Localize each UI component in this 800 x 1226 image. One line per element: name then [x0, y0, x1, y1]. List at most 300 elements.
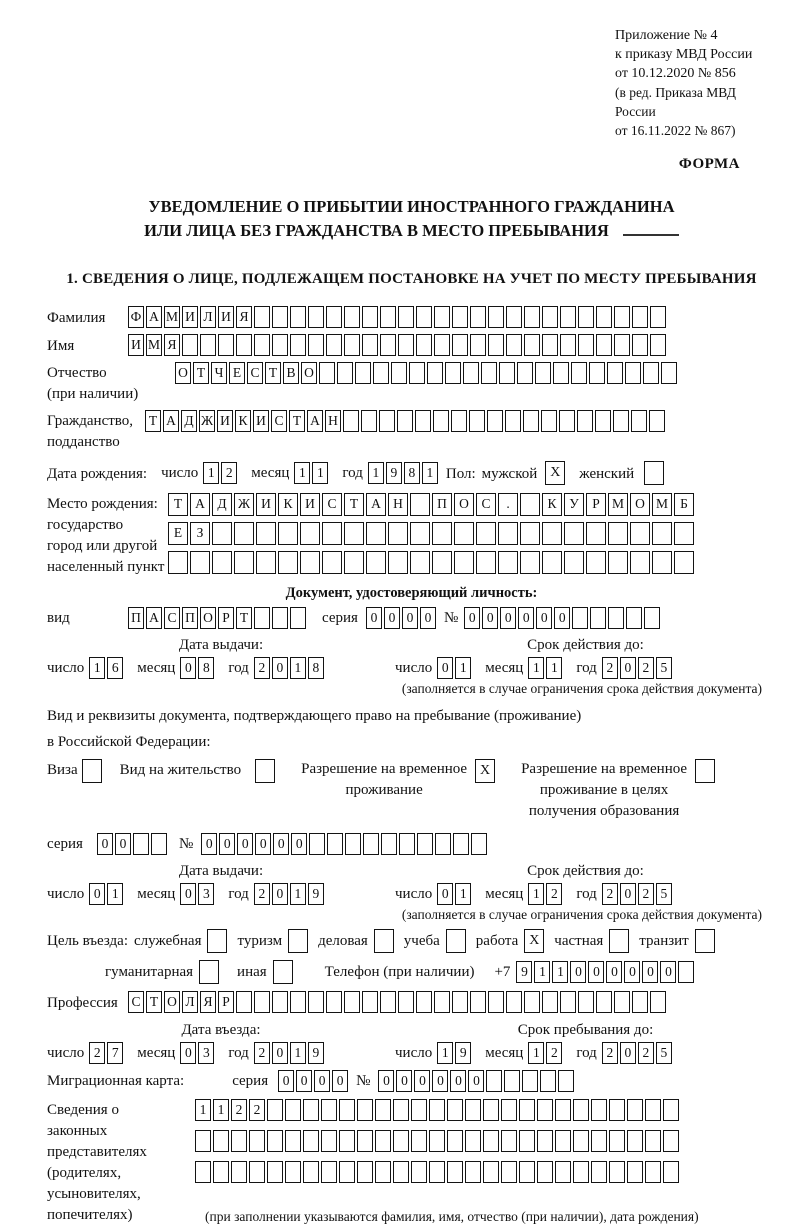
char-box[interactable]: 1 — [528, 657, 544, 679]
char-box[interactable] — [254, 991, 270, 1013]
char-box[interactable]: М — [164, 306, 180, 328]
char-box[interactable]: 0 — [518, 607, 534, 629]
char-box[interactable] — [501, 1130, 517, 1152]
char-box[interactable]: Т — [168, 493, 188, 516]
char-box[interactable] — [410, 551, 430, 574]
char-box[interactable] — [393, 1130, 409, 1152]
char-box[interactable]: З — [190, 522, 210, 545]
char-box[interactable] — [614, 334, 630, 356]
char-box[interactable] — [558, 1070, 574, 1092]
char-box[interactable] — [537, 1161, 553, 1183]
char-box[interactable]: Д — [212, 493, 232, 516]
char-box[interactable]: В — [283, 362, 299, 384]
char-box[interactable] — [373, 362, 389, 384]
char-box[interactable] — [411, 1130, 427, 1152]
checkbox-purpose-study[interactable] — [446, 929, 466, 953]
char-box[interactable] — [519, 1099, 535, 1121]
char-box[interactable] — [285, 1130, 301, 1152]
stay-month-input[interactable] — [528, 1042, 564, 1064]
char-box[interactable] — [465, 1161, 481, 1183]
char-box[interactable]: 1 — [290, 657, 306, 679]
char-box[interactable] — [391, 362, 407, 384]
char-box[interactable] — [596, 334, 612, 356]
char-box[interactable]: 1 — [203, 462, 219, 484]
char-box[interactable] — [627, 1099, 643, 1121]
char-box[interactable]: 0 — [332, 1070, 348, 1092]
char-box[interactable] — [555, 1130, 571, 1152]
char-box[interactable] — [540, 1070, 556, 1092]
char-box[interactable] — [231, 1161, 247, 1183]
char-box[interactable]: 0 — [536, 607, 552, 629]
char-box[interactable] — [505, 410, 521, 432]
char-box[interactable] — [357, 1099, 373, 1121]
char-box[interactable]: 8 — [198, 657, 214, 679]
char-box[interactable] — [627, 1161, 643, 1183]
char-box[interactable] — [483, 1130, 499, 1152]
char-box[interactable] — [520, 493, 540, 516]
char-box[interactable] — [483, 1161, 499, 1183]
char-box[interactable] — [571, 362, 587, 384]
char-box[interactable] — [590, 607, 606, 629]
char-box[interactable] — [326, 334, 342, 356]
char-box[interactable] — [200, 334, 216, 356]
char-box[interactable] — [542, 522, 562, 545]
char-box[interactable] — [309, 833, 325, 855]
char-box[interactable]: 0 — [255, 833, 271, 855]
char-box[interactable]: 1 — [437, 1042, 453, 1064]
char-box[interactable] — [465, 1130, 481, 1152]
residence-series-input[interactable] — [97, 833, 169, 855]
char-box[interactable] — [357, 1130, 373, 1152]
char-box[interactable] — [362, 334, 378, 356]
char-box[interactable] — [589, 362, 605, 384]
char-box[interactable] — [375, 1099, 391, 1121]
char-box[interactable] — [362, 306, 378, 328]
char-box[interactable]: 5 — [656, 883, 672, 905]
char-box[interactable] — [650, 306, 666, 328]
char-box[interactable] — [537, 1099, 553, 1121]
char-box[interactable] — [564, 551, 584, 574]
char-box[interactable]: Ж — [234, 493, 254, 516]
char-box[interactable] — [663, 1130, 679, 1152]
char-box[interactable] — [231, 1130, 247, 1152]
char-box[interactable] — [520, 551, 540, 574]
char-box[interactable] — [339, 1161, 355, 1183]
doc-issue-day-input[interactable] — [89, 657, 125, 679]
char-box[interactable] — [236, 991, 252, 1013]
char-box[interactable] — [454, 551, 474, 574]
char-box[interactable] — [344, 551, 364, 574]
char-box[interactable]: А — [190, 493, 210, 516]
char-box[interactable] — [506, 306, 522, 328]
char-box[interactable] — [256, 522, 276, 545]
char-box[interactable]: 0 — [272, 883, 288, 905]
char-box[interactable] — [452, 306, 468, 328]
char-box[interactable] — [272, 334, 288, 356]
char-box[interactable]: 9 — [455, 1042, 471, 1064]
char-box[interactable]: 3 — [198, 883, 214, 905]
char-box[interactable] — [344, 306, 360, 328]
residence-issue-day-input[interactable] — [89, 883, 125, 905]
char-box[interactable] — [631, 410, 647, 432]
char-box[interactable]: 1 — [294, 462, 310, 484]
birth-place-row2-input[interactable] — [168, 522, 696, 545]
checkbox-purpose-tourism[interactable] — [288, 929, 308, 953]
char-box[interactable] — [411, 1161, 427, 1183]
residence-issue-year-input[interactable] — [254, 883, 326, 905]
char-box[interactable] — [447, 1130, 463, 1152]
char-box[interactable] — [661, 362, 677, 384]
char-box[interactable]: 9 — [308, 1042, 324, 1064]
char-box[interactable]: У — [564, 493, 584, 516]
residence-expiry-year-input[interactable] — [602, 883, 674, 905]
char-box[interactable]: Т — [344, 493, 364, 516]
char-box[interactable] — [506, 334, 522, 356]
char-box[interactable]: О — [630, 493, 650, 516]
char-box[interactable] — [625, 362, 641, 384]
char-box[interactable]: А — [163, 410, 179, 432]
char-box[interactable]: 2 — [602, 1042, 618, 1064]
phone-input[interactable] — [516, 961, 696, 983]
char-box[interactable]: Т — [289, 410, 305, 432]
char-box[interactable] — [452, 334, 468, 356]
char-box[interactable]: Я — [164, 334, 180, 356]
char-box[interactable] — [213, 1161, 229, 1183]
doc-kind-input[interactable] — [128, 607, 308, 629]
char-box[interactable] — [393, 1161, 409, 1183]
char-box[interactable] — [674, 522, 694, 545]
char-box[interactable]: 1 — [528, 883, 544, 905]
residence-expiry-day-input[interactable] — [437, 883, 473, 905]
char-box[interactable]: И — [253, 410, 269, 432]
char-box[interactable] — [417, 833, 433, 855]
char-box[interactable]: 1 — [290, 883, 306, 905]
char-box[interactable] — [650, 334, 666, 356]
char-box[interactable]: 0 — [278, 1070, 294, 1092]
char-box[interactable] — [432, 522, 452, 545]
char-box[interactable]: С — [476, 493, 496, 516]
char-box[interactable]: Я — [236, 306, 252, 328]
char-box[interactable] — [560, 991, 576, 1013]
char-box[interactable]: Т — [145, 410, 161, 432]
char-box[interactable] — [355, 362, 371, 384]
char-box[interactable] — [249, 1161, 265, 1183]
char-box[interactable] — [429, 1130, 445, 1152]
checkbox-edu-permit[interactable] — [695, 759, 715, 783]
char-box[interactable] — [321, 1130, 337, 1152]
char-box[interactable] — [555, 1161, 571, 1183]
char-box[interactable] — [272, 991, 288, 1013]
char-box[interactable] — [343, 410, 359, 432]
char-box[interactable] — [524, 334, 540, 356]
char-box[interactable] — [632, 306, 648, 328]
char-box[interactable]: 0 — [432, 1070, 448, 1092]
residence-number-input[interactable] — [201, 833, 489, 855]
char-box[interactable]: Е — [229, 362, 245, 384]
char-box[interactable] — [278, 522, 298, 545]
char-box[interactable] — [397, 410, 413, 432]
char-box[interactable] — [535, 362, 551, 384]
char-box[interactable] — [337, 362, 353, 384]
char-box[interactable]: 0 — [272, 1042, 288, 1064]
birth-year-input[interactable] — [368, 462, 440, 484]
char-box[interactable] — [398, 306, 414, 328]
char-box[interactable]: Т — [265, 362, 281, 384]
char-box[interactable] — [476, 522, 496, 545]
char-box[interactable] — [326, 306, 342, 328]
char-box[interactable]: А — [366, 493, 386, 516]
char-box[interactable]: 0 — [291, 833, 307, 855]
char-box[interactable]: Р — [218, 607, 234, 629]
doc-expiry-month-input[interactable] — [528, 657, 564, 679]
char-box[interactable] — [609, 1161, 625, 1183]
char-box[interactable] — [522, 1070, 538, 1092]
char-box[interactable] — [415, 410, 431, 432]
char-box[interactable] — [285, 1161, 301, 1183]
char-box[interactable] — [591, 1130, 607, 1152]
char-box[interactable] — [290, 991, 306, 1013]
checkbox-purpose-other[interactable] — [273, 960, 293, 984]
char-box[interactable]: 0 — [624, 961, 640, 983]
char-box[interactable] — [380, 306, 396, 328]
char-box[interactable] — [470, 334, 486, 356]
char-box[interactable] — [361, 410, 377, 432]
char-box[interactable] — [608, 522, 628, 545]
char-box[interactable]: О — [301, 362, 317, 384]
char-box[interactable] — [327, 833, 343, 855]
char-box[interactable]: С — [164, 607, 180, 629]
char-box[interactable]: 1 — [368, 462, 384, 484]
doc-expiry-day-input[interactable] — [437, 657, 473, 679]
entry-day-input[interactable] — [89, 1042, 125, 1064]
char-box[interactable] — [410, 493, 430, 516]
char-box[interactable] — [362, 991, 378, 1013]
birth-place-row3-input[interactable] — [168, 551, 696, 574]
char-box[interactable]: 2 — [249, 1099, 265, 1121]
char-box[interactable]: 2 — [254, 1042, 270, 1064]
birth-month-input[interactable] — [294, 462, 330, 484]
char-box[interactable]: А — [307, 410, 323, 432]
char-box[interactable]: 0 — [402, 607, 418, 629]
char-box[interactable]: 0 — [180, 883, 196, 905]
char-box[interactable] — [517, 362, 533, 384]
char-box[interactable] — [416, 991, 432, 1013]
char-box[interactable] — [344, 334, 360, 356]
char-box[interactable]: 0 — [115, 833, 131, 855]
checkbox-visa[interactable] — [82, 759, 102, 783]
char-box[interactable] — [519, 1161, 535, 1183]
char-box[interactable] — [339, 1130, 355, 1152]
char-box[interactable] — [234, 522, 254, 545]
char-box[interactable]: 8 — [404, 462, 420, 484]
char-box[interactable]: 2 — [254, 657, 270, 679]
char-box[interactable]: С — [247, 362, 263, 384]
char-box[interactable] — [429, 1099, 445, 1121]
entry-year-input[interactable] — [254, 1042, 326, 1064]
char-box[interactable]: 0 — [437, 883, 453, 905]
char-box[interactable]: О — [164, 991, 180, 1013]
char-box[interactable] — [614, 306, 630, 328]
char-box[interactable] — [410, 522, 430, 545]
representatives-row2-input[interactable] — [195, 1130, 699, 1152]
char-box[interactable] — [447, 1099, 463, 1121]
char-box[interactable] — [398, 334, 414, 356]
char-box[interactable] — [322, 522, 342, 545]
char-box[interactable] — [278, 551, 298, 574]
char-box[interactable]: П — [432, 493, 452, 516]
char-box[interactable] — [578, 991, 594, 1013]
char-box[interactable] — [445, 362, 461, 384]
char-box[interactable] — [614, 991, 630, 1013]
char-box[interactable] — [591, 1099, 607, 1121]
char-box[interactable] — [381, 833, 397, 855]
char-box[interactable]: 2 — [638, 657, 654, 679]
char-box[interactable]: И — [300, 493, 320, 516]
birth-day-input[interactable] — [203, 462, 239, 484]
char-box[interactable]: 0 — [97, 833, 113, 855]
checkbox-male[interactable]: X — [545, 461, 565, 485]
char-box[interactable] — [303, 1099, 319, 1121]
char-box[interactable] — [433, 410, 449, 432]
char-box[interactable]: 0 — [500, 607, 516, 629]
char-box[interactable]: 0 — [237, 833, 253, 855]
char-box[interactable] — [380, 334, 396, 356]
char-box[interactable]: 2 — [89, 1042, 105, 1064]
char-box[interactable]: Е — [168, 522, 188, 545]
checkbox-purpose-transit[interactable] — [695, 929, 715, 953]
char-box[interactable]: 0 — [437, 657, 453, 679]
char-box[interactable]: Ч — [211, 362, 227, 384]
char-box[interactable]: Р — [218, 991, 234, 1013]
char-box[interactable] — [454, 522, 474, 545]
char-box[interactable] — [303, 1130, 319, 1152]
char-box[interactable] — [643, 362, 659, 384]
char-box[interactable]: И — [182, 306, 198, 328]
char-box[interactable] — [256, 551, 276, 574]
char-box[interactable] — [463, 362, 479, 384]
char-box[interactable] — [409, 362, 425, 384]
char-box[interactable] — [607, 362, 623, 384]
char-box[interactable]: 1 — [546, 657, 562, 679]
char-box[interactable] — [578, 334, 594, 356]
char-box[interactable] — [429, 1161, 445, 1183]
doc-expiry-year-input[interactable] — [602, 657, 674, 679]
char-box[interactable]: П — [182, 607, 198, 629]
char-box[interactable] — [609, 1099, 625, 1121]
char-box[interactable] — [434, 991, 450, 1013]
char-box[interactable]: 0 — [588, 961, 604, 983]
char-box[interactable] — [344, 522, 364, 545]
char-box[interactable] — [452, 991, 468, 1013]
char-box[interactable]: Н — [325, 410, 341, 432]
char-box[interactable] — [586, 551, 606, 574]
checkbox-temp-permit[interactable]: X — [475, 759, 495, 783]
char-box[interactable]: С — [322, 493, 342, 516]
char-box[interactable] — [451, 410, 467, 432]
char-box[interactable] — [498, 522, 518, 545]
char-box[interactable]: Р — [586, 493, 606, 516]
char-box[interactable] — [212, 551, 232, 574]
char-box[interactable]: 2 — [254, 883, 270, 905]
char-box[interactable] — [308, 306, 324, 328]
char-box[interactable] — [447, 1161, 463, 1183]
char-box[interactable]: 0 — [396, 1070, 412, 1092]
char-box[interactable] — [595, 410, 611, 432]
char-box[interactable]: 8 — [308, 657, 324, 679]
char-box[interactable]: К — [278, 493, 298, 516]
char-box[interactable]: 2 — [221, 462, 237, 484]
stay-day-input[interactable] — [437, 1042, 473, 1064]
char-box[interactable] — [487, 410, 503, 432]
char-box[interactable]: И — [217, 410, 233, 432]
char-box[interactable]: 0 — [272, 657, 288, 679]
char-box[interactable] — [303, 1161, 319, 1183]
char-box[interactable] — [564, 522, 584, 545]
char-box[interactable]: 1 — [312, 462, 328, 484]
char-box[interactable] — [626, 607, 642, 629]
char-box[interactable] — [272, 607, 288, 629]
char-box[interactable]: 2 — [602, 883, 618, 905]
char-box[interactable] — [523, 410, 539, 432]
char-box[interactable] — [591, 1161, 607, 1183]
char-box[interactable] — [488, 334, 504, 356]
char-box[interactable] — [630, 551, 650, 574]
char-box[interactable] — [469, 410, 485, 432]
char-box[interactable]: 2 — [638, 1042, 654, 1064]
char-box[interactable] — [363, 833, 379, 855]
doc-series-input[interactable] — [366, 607, 438, 629]
char-box[interactable] — [195, 1130, 211, 1152]
char-box[interactable] — [434, 306, 450, 328]
char-box[interactable]: Л — [182, 991, 198, 1013]
checkbox-purpose-work[interactable]: X — [524, 929, 544, 953]
char-box[interactable] — [678, 961, 694, 983]
char-box[interactable]: 6 — [107, 657, 123, 679]
char-box[interactable] — [519, 1130, 535, 1152]
char-box[interactable]: 1 — [422, 462, 438, 484]
char-box[interactable] — [308, 991, 324, 1013]
char-box[interactable] — [388, 551, 408, 574]
char-box[interactable] — [609, 1130, 625, 1152]
char-box[interactable]: 5 — [656, 657, 672, 679]
char-box[interactable] — [483, 1099, 499, 1121]
representatives-row3-input[interactable] — [195, 1161, 699, 1183]
char-box[interactable] — [308, 334, 324, 356]
char-box[interactable]: 0 — [660, 961, 676, 983]
patronymic-input[interactable] — [175, 362, 679, 384]
char-box[interactable] — [213, 1130, 229, 1152]
citizenship-input[interactable] — [145, 410, 667, 432]
char-box[interactable] — [608, 607, 624, 629]
char-box[interactable] — [553, 362, 569, 384]
checkbox-purpose-private[interactable] — [609, 929, 629, 953]
char-box[interactable]: 0 — [642, 961, 658, 983]
char-box[interactable] — [572, 607, 588, 629]
char-box[interactable] — [486, 1070, 502, 1092]
char-box[interactable]: 0 — [201, 833, 217, 855]
char-box[interactable]: 0 — [89, 883, 105, 905]
char-box[interactable] — [339, 1099, 355, 1121]
char-box[interactable] — [254, 306, 270, 328]
char-box[interactable] — [573, 1099, 589, 1121]
char-box[interactable] — [398, 991, 414, 1013]
representatives-row1-input[interactable] — [195, 1099, 699, 1121]
char-box[interactable]: 1 — [528, 1042, 544, 1064]
char-box[interactable] — [453, 833, 469, 855]
char-box[interactable]: 3 — [198, 1042, 214, 1064]
char-box[interactable] — [488, 991, 504, 1013]
char-box[interactable] — [573, 1161, 589, 1183]
